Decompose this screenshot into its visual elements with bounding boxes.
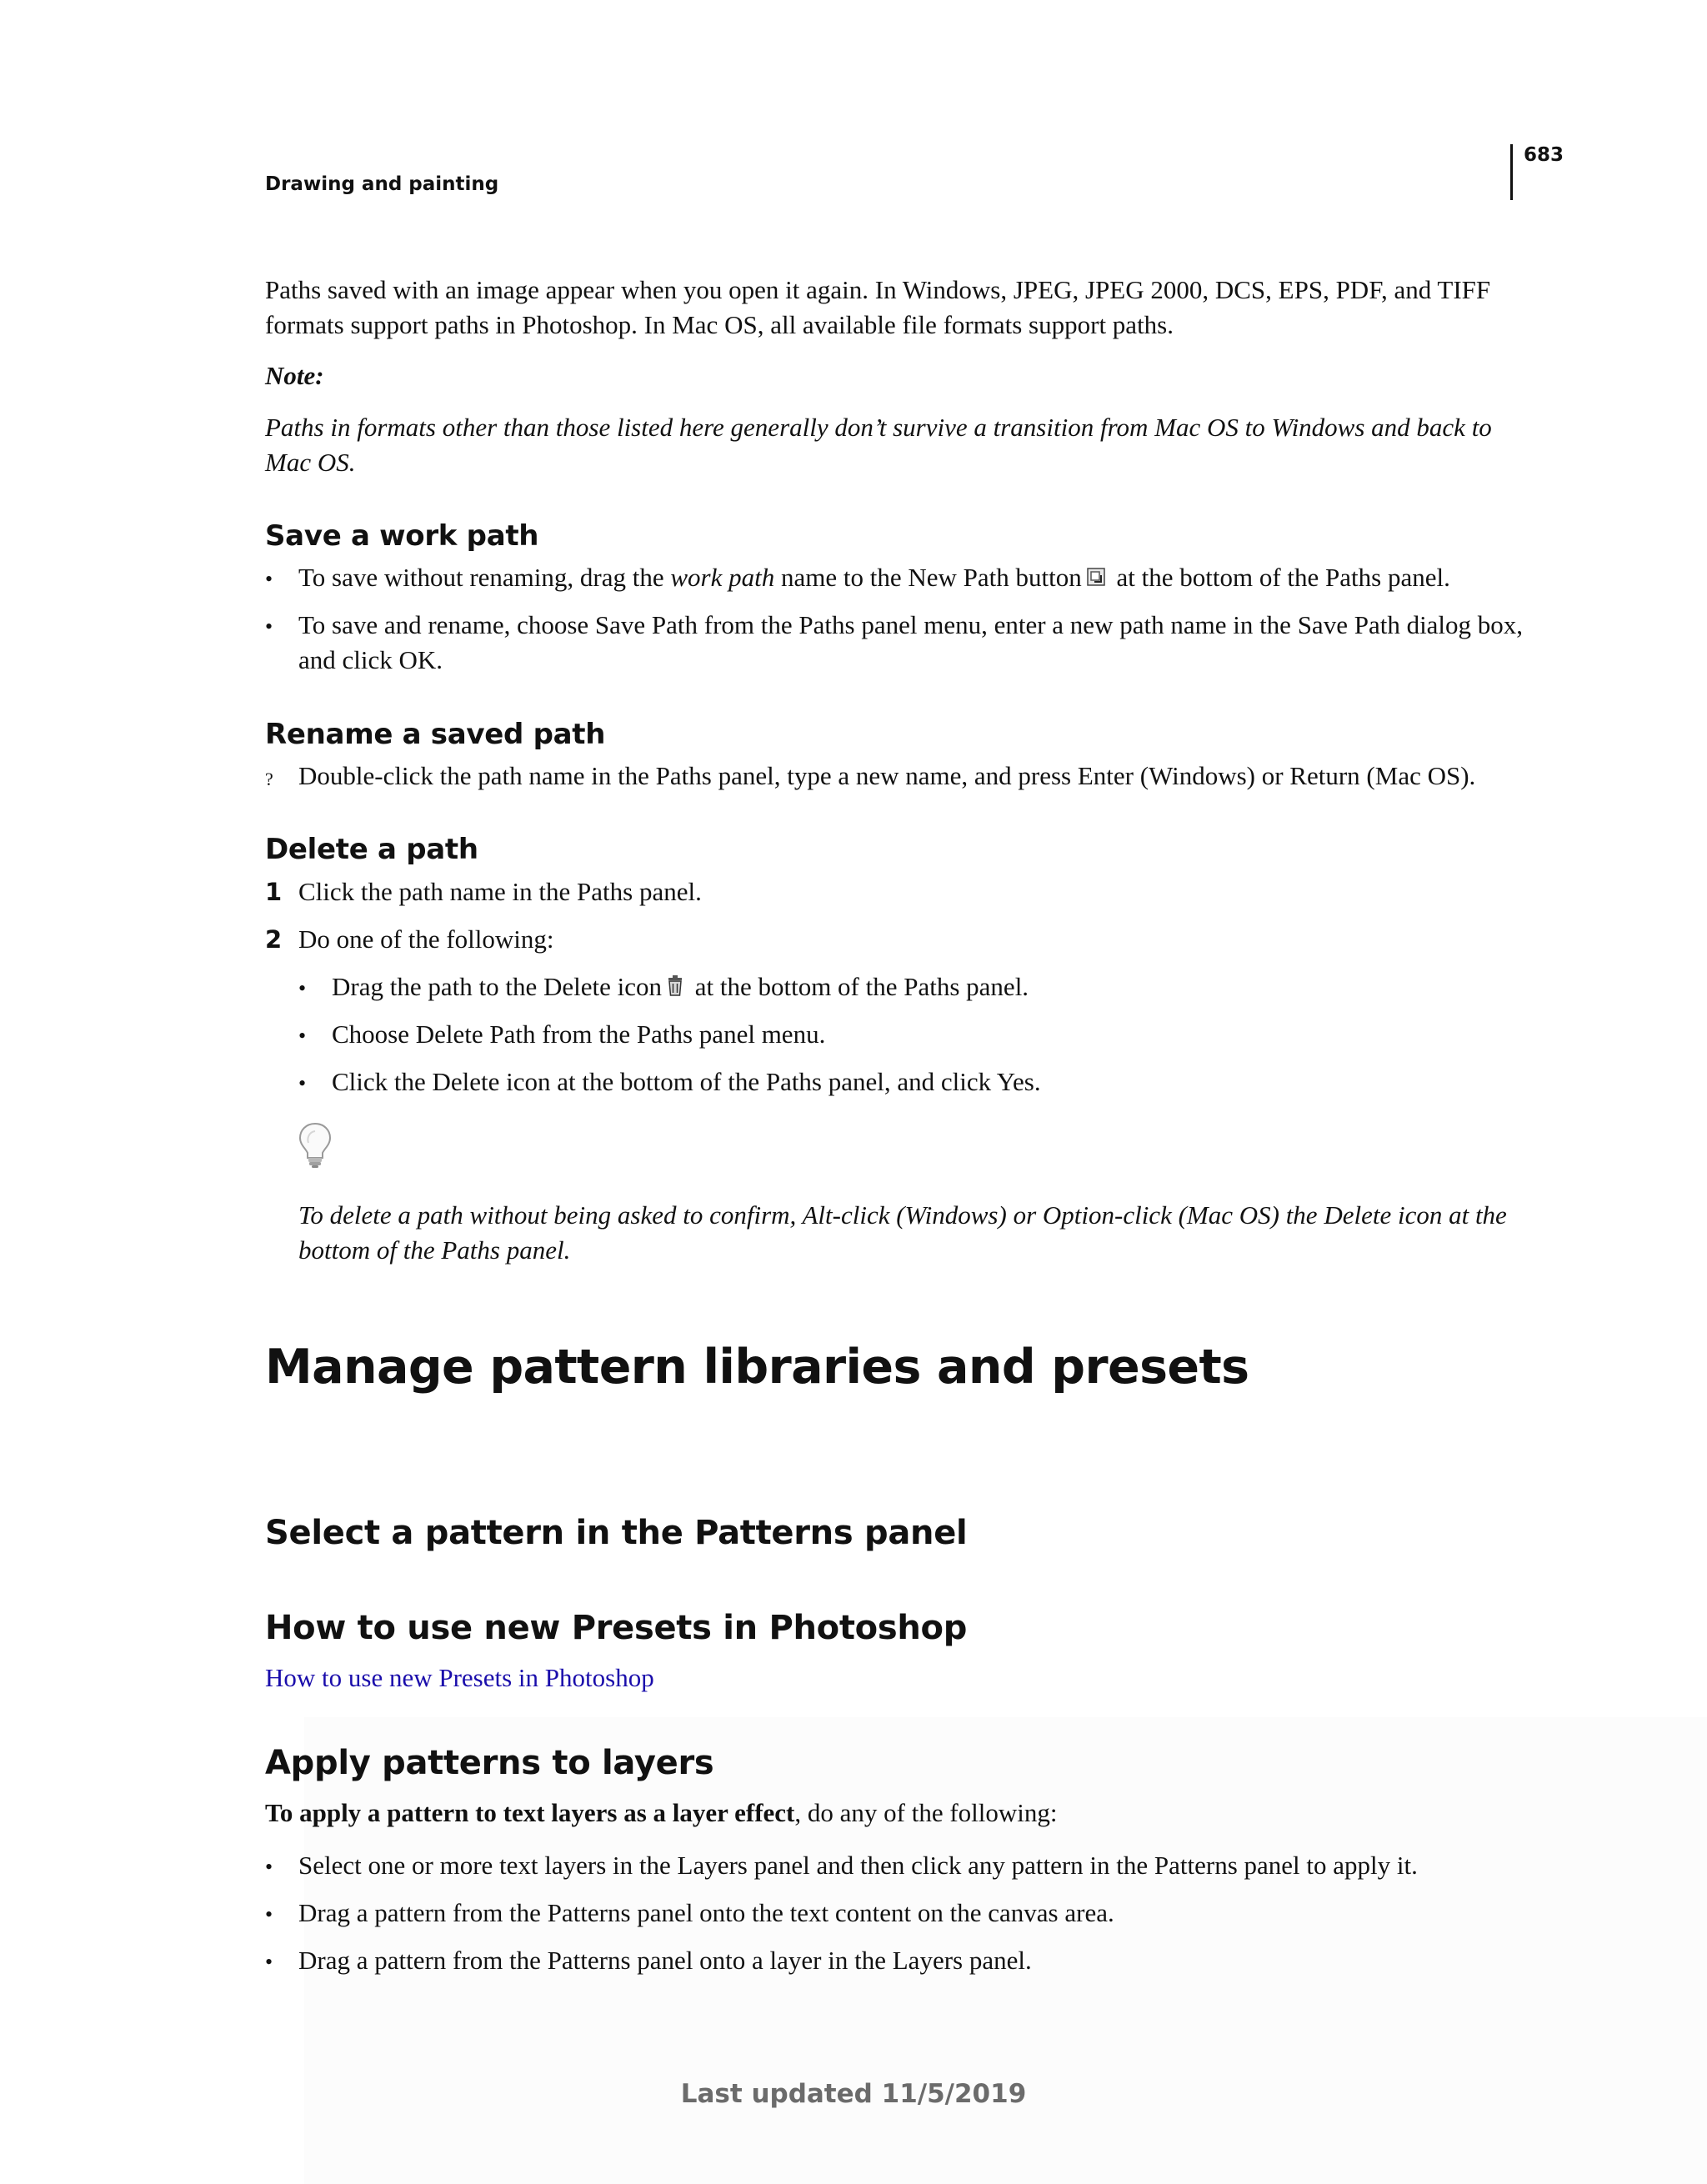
chapter-title: Manage pattern libraries and presets bbox=[265, 1340, 1249, 1395]
list-item bbox=[265, 1896, 1532, 1931]
heading-presets: How to use new Presets in Photoshop bbox=[265, 1609, 968, 1647]
step-number: 2 bbox=[265, 925, 283, 954]
list-item-text: Drag a pattern from the Patterns panel onto the text content on the canvas area. bbox=[298, 1898, 1114, 1927]
lightbulb-icon bbox=[297, 1121, 333, 1174]
footer-last-updated: Last updated 11/5/2019 bbox=[680, 2079, 1027, 2109]
heading-select-pattern: Select a pattern in the Patterns panel bbox=[265, 1514, 968, 1552]
bullet: • bbox=[265, 614, 273, 639]
note-label: Note: bbox=[265, 361, 324, 390]
sub-list-item bbox=[298, 969, 1532, 1006]
intro-paragraph: Paths saved with an image appear when you open it again. In Windows, JPEG, JPEG 2000, DCS, EPS, PDF, and TIFF formats support paths in Photoshop. In Mac OS, all available file formats support paths. bbox=[265, 275, 1491, 339]
sub-list-item bbox=[298, 1064, 1532, 1100]
running-header: Drawing and painting bbox=[265, 173, 499, 195]
work-path-term: work path bbox=[670, 563, 775, 592]
page-number: 683 bbox=[1524, 144, 1564, 166]
tip-text: To delete a path without being asked to confirm, Alt-click (Windows) or Option-click (Mac OS) the Delete icon at the bottom of the Paths panel. bbox=[298, 1200, 1507, 1265]
list-item-text: Double-click the path name in the Paths panel, type a new name, and press Enter (Windows) or Return (Mac OS). bbox=[298, 761, 1476, 790]
list-item bbox=[265, 1943, 1532, 1978]
bullet: • bbox=[265, 1902, 273, 1926]
bullet: • bbox=[265, 567, 273, 591]
sub-list-item-text: Drag the path to the Delete icon at the bottom of the Paths panel. bbox=[332, 969, 1532, 1006]
trash-icon bbox=[667, 971, 683, 1006]
bullet: • bbox=[298, 976, 307, 1000]
step-text: Click the path name in the Paths panel. bbox=[298, 877, 702, 906]
note-text: Paths in formats other than those listed here generally don’t survive a transition from Mac OS to Windows and back to Mac OS. bbox=[265, 413, 1492, 477]
list-item-text: Drag a pattern from the Patterns panel onto a layer in the Layers panel. bbox=[298, 1946, 1032, 1975]
heading-delete-path: Delete a path bbox=[265, 833, 478, 866]
list-item bbox=[265, 560, 1532, 597]
step-item bbox=[265, 922, 1532, 957]
sub-list-item bbox=[298, 1017, 1532, 1052]
list-item bbox=[265, 1848, 1532, 1883]
step-marker: ? bbox=[265, 769, 273, 789]
list-item-text: To save and rename, choose Save Path from the Paths panel menu, enter a new path name in the Save Path dialog box, and click OK. bbox=[298, 610, 1524, 674]
new-path-icon bbox=[1087, 562, 1105, 597]
heading-rename-saved-path: Rename a saved path bbox=[265, 718, 606, 751]
bullet: • bbox=[265, 1950, 273, 1974]
header-rule bbox=[1510, 144, 1513, 200]
sub-list-item-text: Click the Delete icon at the bottom of the Paths panel, and click Yes. bbox=[332, 1067, 1041, 1096]
list-item-text: Select one or more text layers in the Layers panel and then click any pattern in the Patterns panel to apply it. bbox=[298, 1851, 1418, 1880]
list-item-text: To save without renaming, drag the work path name to the New Path button at the bottom of the Paths panel. bbox=[298, 560, 1532, 597]
bullet: • bbox=[298, 1024, 307, 1048]
step-item bbox=[265, 874, 1532, 909]
bullet: • bbox=[298, 1071, 307, 1095]
heading-save-work-path: Save a work path bbox=[265, 519, 539, 553]
step-text: Do one of the following: bbox=[298, 924, 554, 954]
presets-link[interactable]: How to use new Presets in Photoshop bbox=[265, 1663, 654, 1692]
step-number: 1 bbox=[265, 878, 283, 906]
list-item bbox=[265, 759, 1532, 794]
list-item bbox=[265, 608, 1532, 678]
heading-apply-patterns: Apply patterns to layers bbox=[265, 1744, 714, 1782]
apply-intro-bold: To apply a pattern to text layers as a layer effect bbox=[265, 1798, 795, 1827]
bullet: • bbox=[265, 1855, 273, 1879]
apply-intro: To apply a pattern to text layers as a layer effect, do any of the following: bbox=[265, 1798, 1058, 1827]
sub-list-item-text: Choose Delete Path from the Paths panel menu. bbox=[332, 1019, 826, 1049]
